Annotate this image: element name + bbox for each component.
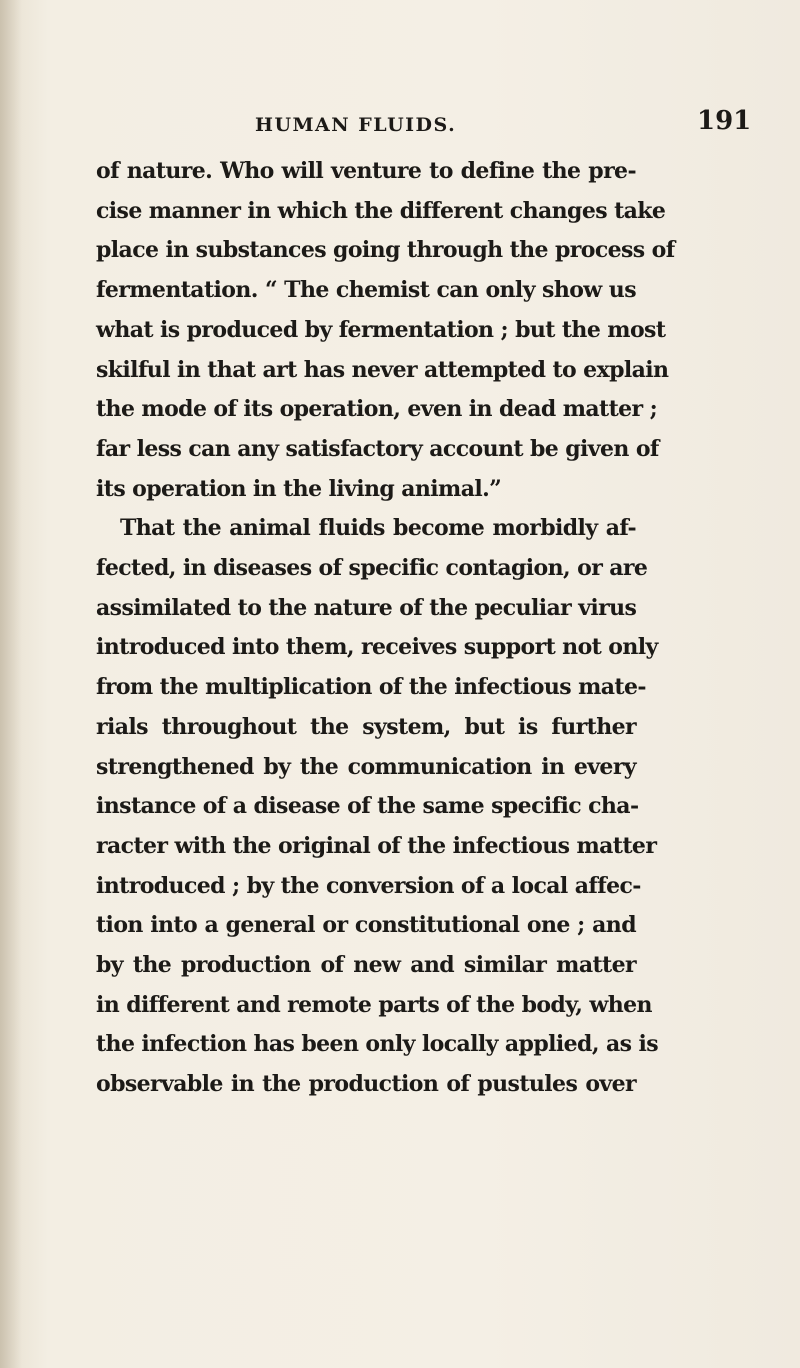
text-line: the mode of its operation, even in dead matter ; <box>96 396 658 423</box>
text-line: skilful in that art has never attempted to explain <box>96 356 669 383</box>
text-line: far less can any satisfactory account be given of <box>96 435 659 462</box>
text-line: observable in the production of pustules over <box>96 1071 636 1098</box>
paragraph-start-line: That the animal fluids become morbidly af- <box>120 515 636 542</box>
text-line: introduced into them, receives support not only <box>96 634 658 661</box>
text-line: rials throughout the system, but is further <box>96 713 636 740</box>
running-head <box>0 100 800 140</box>
body-text <box>96 152 675 1105</box>
text-line: of nature. Who will venture to define the pre- <box>96 158 636 184</box>
running-head-title: HUMAN FLUIDS. <box>255 114 457 136</box>
text-line: strengthened by the communication in every <box>96 753 636 780</box>
text-line: from the multiplication of the infectious mate- <box>96 674 646 701</box>
text-line: cise manner in which the different changes take <box>96 197 666 224</box>
page-number: 191 <box>697 106 752 136</box>
text-line: instance of a disease of the same specific cha- <box>96 793 639 820</box>
text-line: fermentation. “ The chemist can only show us <box>96 277 636 304</box>
text-line: place in substances going through the process of <box>96 237 675 264</box>
text-line: by the production of new and similar matter <box>96 952 636 979</box>
text-line: the infection has been only locally applied, as is <box>96 1031 658 1058</box>
text-line: its operation in the living animal.” <box>96 475 502 502</box>
gutter-shadow <box>0 0 22 1368</box>
text-line: assimilated to the nature of the peculiar virus <box>96 594 637 621</box>
text-line: fected, in diseases of specific contagion, or are <box>96 555 648 582</box>
text-line: racter with the original of the infectious matter <box>96 832 657 859</box>
text-line: tion into a general or constitutional one ; and <box>96 912 636 939</box>
text-line: introduced ; by the conversion of a local affec- <box>96 872 641 899</box>
text-line: what is produced by fermentation ; but the most <box>96 316 666 343</box>
text-line: in different and remote parts of the body, when <box>96 991 652 1018</box>
